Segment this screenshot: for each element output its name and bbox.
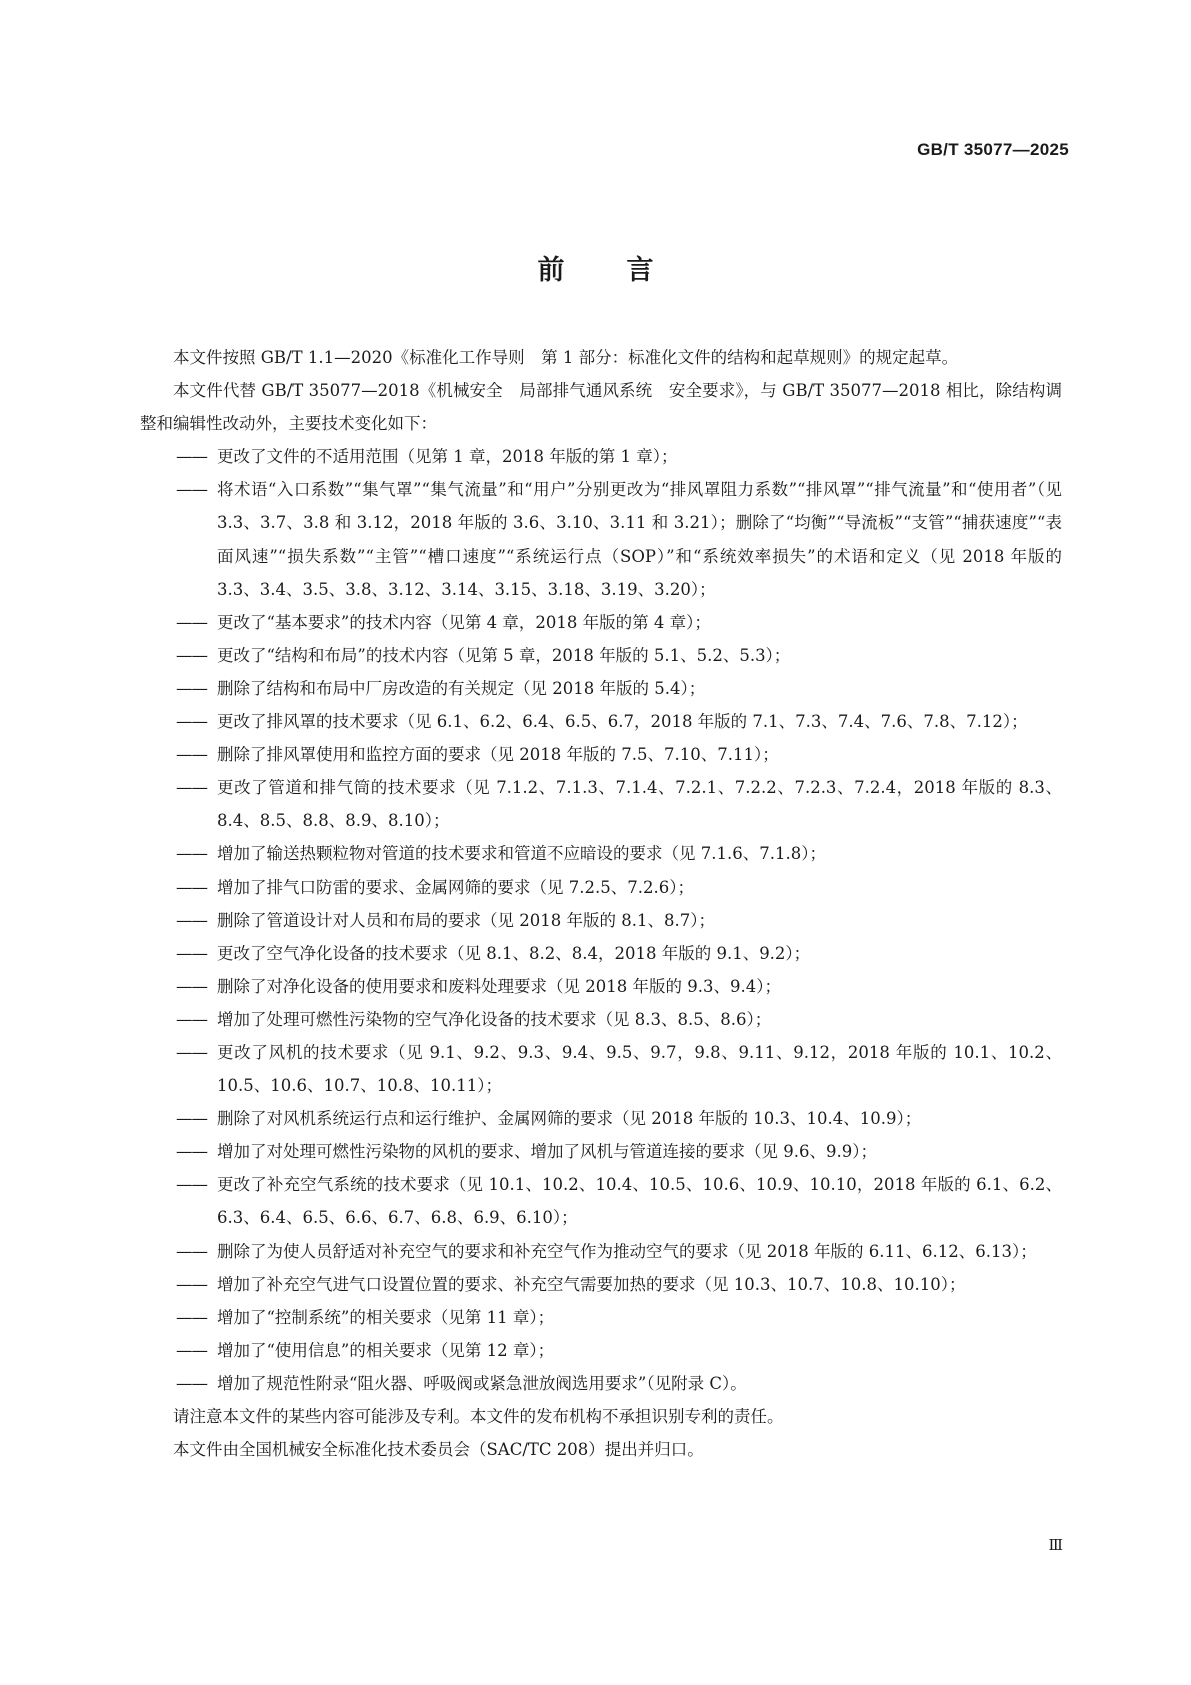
list-item bbox=[140, 1036, 1062, 1102]
list-item bbox=[140, 1235, 1062, 1268]
dash-marker: —— bbox=[176, 645, 207, 665]
dash-marker: —— bbox=[176, 447, 207, 467]
dash-marker: —— bbox=[176, 712, 207, 732]
list-item-text: 增加了规范性附录“阻火器、呼吸阀或紧急泄放阀选用要求”（见附录 C）。 bbox=[217, 1373, 747, 1393]
dash-marker: —— bbox=[176, 844, 207, 864]
dash-marker: —— bbox=[176, 976, 207, 996]
list-item bbox=[140, 1367, 1062, 1400]
dash-marker: —— bbox=[176, 877, 207, 897]
list-item bbox=[140, 904, 1062, 937]
list-item bbox=[140, 837, 1062, 870]
dash-marker: —— bbox=[176, 1307, 207, 1327]
list-item-text: 删除了为使人员舒适对补充空气的要求和补充空气作为推动空气的要求（见 2018 年版的 6.11、6.12、6.13）； bbox=[217, 1241, 1037, 1261]
list-item-text: 增加了对处理可燃性污染物的风机的要求、增加了风机与管道连接的要求（见 9.6、9.9）； bbox=[217, 1142, 877, 1162]
patent-notice: 请注意本文件的某些内容可能涉及专利。本文件的发布机构不承担识别专利的责任。 bbox=[173, 1407, 784, 1426]
list-item-text: 增加了输送热颗粒物对管道的技术要求和管道不应暗设的要求（见 7.1.6、7.1.8）； bbox=[217, 844, 826, 864]
list-item-text: 删除了结构和布局中厂房改造的有关规定（见 2018 年版的 5.4）； bbox=[217, 678, 706, 698]
dash-marker: —— bbox=[176, 480, 207, 500]
list-item-text: 更改了管道和排气筒的技术要求（见 7.1.2、7.1.3、7.1.4、7.2.1、7.2.2、7.2.3、7.2.4，2018 年版的 8.3、8.4、8.5、8.8、8.9、8.10）； bbox=[217, 778, 1062, 831]
list-item bbox=[140, 1334, 1062, 1367]
list-item bbox=[140, 639, 1062, 672]
list-item-text: 删除了排风罩使用和监控方面的要求（见 2018 年版的 7.5、7.10、7.11）； bbox=[217, 745, 779, 765]
list-item-text: 增加了“使用信息”的相关要求（见第 12 章）； bbox=[217, 1340, 555, 1360]
technical-changes-list bbox=[140, 440, 1062, 1400]
list-item bbox=[140, 705, 1062, 738]
proposer-statement: 本文件由全国机械安全标准化技术委员会（SAC/TC 208）提出并归口。 bbox=[173, 1440, 704, 1460]
list-item bbox=[140, 771, 1062, 837]
dash-marker: —— bbox=[176, 1241, 207, 1261]
list-item bbox=[140, 1268, 1062, 1301]
dash-marker: —— bbox=[176, 612, 207, 632]
list-item-text: 更改了补充空气系统的技术要求（见 10.1、10.2、10.4、10.5、10.6、10.9、10.10，2018 年版的 6.1、6.2、6.3、6.4、6.5、6.6、6.7、6.8、6.9、6.10）； bbox=[217, 1175, 1062, 1228]
foreword-body bbox=[140, 341, 1062, 1466]
list-item bbox=[140, 970, 1062, 1003]
list-item-text: 更改了“基本要求”的技术内容（见第 4 章，2018 年版的第 4 章）； bbox=[217, 612, 711, 632]
page-title: 前言 bbox=[537, 255, 716, 286]
dash-marker: —— bbox=[176, 910, 207, 930]
dash-marker: —— bbox=[176, 1274, 207, 1294]
list-item-text: 删除了管道设计对人员和布局的要求（见 2018 年版的 8.1、8.7）； bbox=[217, 910, 715, 930]
dash-marker: —— bbox=[176, 778, 207, 798]
dash-marker: —— bbox=[176, 1009, 207, 1029]
standard-number: GB/T 35077—2025 bbox=[917, 140, 1069, 159]
list-item-text: 删除了对风机系统运行点和运行维护、金属网筛的要求（见 2018 年版的 10.3、10.4、10.9）； bbox=[217, 1109, 922, 1129]
dash-marker: —— bbox=[176, 1373, 207, 1393]
page-number: Ⅲ bbox=[1048, 1536, 1063, 1554]
list-item-text: 删除了对净化设备的使用要求和废料处理要求（见 2018 年版的 9.3、9.4）； bbox=[217, 976, 781, 996]
list-item-text: 增加了处理可燃性污染物的空气净化设备的技术要求（见 8.3、8.5、8.6）； bbox=[217, 1009, 772, 1029]
intro-paragraph: 本文件代替 GB/T 35077—2018《机械安全 局部排气通风系统 安全要求》，与 GB/T 35077—2018 相比，除结构调整和编辑性改动外，主要技术变化如下： bbox=[140, 381, 1062, 434]
list-item-text: 更改了“结构和布局”的技术内容（见第 5 章，2018 年版的 5.1、5.2、5.3）； bbox=[217, 645, 791, 665]
list-item-text: 增加了排气口防雷的要求、金属网筛的要求（见 7.2.5、7.2.6）； bbox=[217, 877, 694, 897]
dash-marker: —— bbox=[176, 1142, 207, 1162]
dash-marker: —— bbox=[176, 678, 207, 698]
list-item bbox=[140, 1301, 1062, 1334]
dash-marker: —— bbox=[176, 1109, 207, 1129]
list-item-text: 增加了补充空气进气口设置位置的要求、补充空气需要加热的要求（见 10.3、10.7、10.8、10.10）； bbox=[217, 1274, 966, 1294]
dash-marker: —— bbox=[176, 943, 207, 963]
list-item-text: 更改了文件的不适用范围（见第 1 章，2018 年版的第 1 章）； bbox=[217, 447, 678, 467]
dash-marker: —— bbox=[176, 745, 207, 765]
list-item bbox=[140, 473, 1062, 605]
dash-marker: —— bbox=[176, 1340, 207, 1360]
list-item bbox=[140, 440, 1062, 473]
list-item-text: 将术语“入口系数”“集气罩”“集气流量”和“用户”分别更改为“排风罩阻力系数”“排风罩”“排气流量”和“使用者”（见 3.3、3.7、3.8 和 3.12，2018 年版的 3.6、3.10、3.11 和 3.21）；删除了“均衡”“导流板”“支管”“捕获速度”“表面风速”“损失系数”“主管”“槽口速度”“系统运行点（SOP）”和“系统效率损失”的术语和定义（见 2018 年版的 3.3、3.4、3.5、3.8、3.12、3.14、3.15、3.18、3.19、3.20）； bbox=[217, 480, 1062, 599]
list-item bbox=[140, 672, 1062, 705]
list-item-text: 更改了风机的技术要求（见 9.1、9.2、9.3、9.4、9.5、9.7，9.8、9.11、9.12，2018 年版的 10.1、10.2、10.5、10.6、10.7、10.8、10.11）； bbox=[217, 1042, 1062, 1096]
dash-marker: —— bbox=[176, 1175, 207, 1195]
intro-paragraph: 本文件按照 GB/T 1.1—2020《标准化工作导则 第 1 部分：标准化文件的结构和起草规则》的规定起草。 bbox=[173, 348, 959, 367]
list-item bbox=[140, 1102, 1062, 1135]
list-item-text: 更改了排风罩的技术要求（见 6.1、6.2、6.4、6.5、6.7，2018 年版的 7.1、7.3、7.4、7.6、7.8、7.12）； bbox=[217, 712, 1028, 732]
list-item bbox=[140, 738, 1062, 771]
list-item bbox=[140, 1168, 1062, 1234]
dash-marker: —— bbox=[176, 1042, 207, 1062]
list-item bbox=[140, 1003, 1062, 1036]
list-item bbox=[140, 1135, 1062, 1168]
list-item-text: 更改了空气净化设备的技术要求（见 8.1、8.2、8.4，2018 年版的 9.1、9.2）； bbox=[217, 943, 811, 963]
list-item bbox=[140, 871, 1062, 904]
list-item bbox=[140, 937, 1062, 970]
list-item bbox=[140, 606, 1062, 639]
list-item-text: 增加了“控制系统”的相关要求（见第 11 章）； bbox=[217, 1307, 555, 1327]
